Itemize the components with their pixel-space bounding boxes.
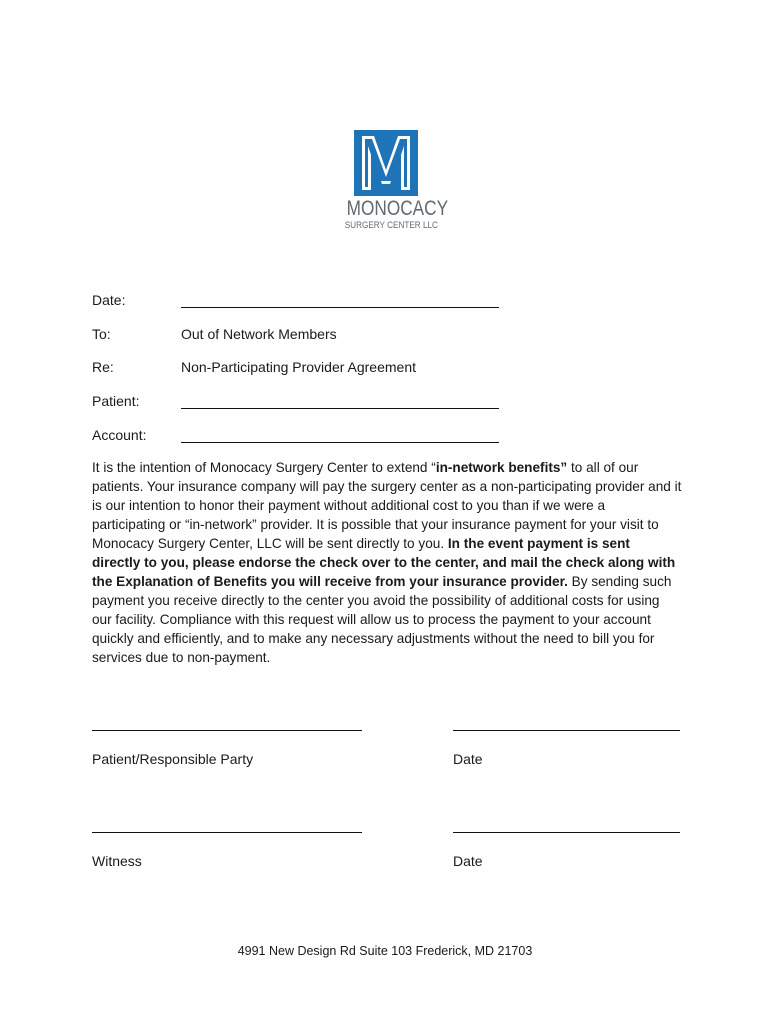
footer-address: 4991 New Design Rd Suite 103 Frederick, MD 21703 — [237, 944, 533, 958]
patient-signature-line[interactable] — [92, 730, 362, 731]
re-value: Non-Participating Provider Agreement — [181, 359, 417, 375]
re-field — [92, 358, 512, 378]
account-label: Account: — [92, 427, 147, 443]
agreement-paragraph — [92, 458, 682, 667]
logo-subtitle: SURGERY CENTER LLC — [344, 220, 438, 231]
patient-field — [92, 392, 512, 412]
patient-label: Patient: — [92, 393, 140, 409]
body-text-1: It is the intention of Monocacy Surgery Center to extend “ — [92, 460, 436, 475]
re-label: Re: — [92, 359, 114, 375]
body-bold-1: in-network benefits” — [435, 460, 568, 475]
logo-name: MONOCACY — [346, 197, 449, 220]
account-fill-line[interactable] — [181, 442, 499, 443]
date-field — [92, 291, 512, 311]
patient-fill-line[interactable] — [181, 408, 499, 409]
body-text-2: to all of our patients. Your insurance company will pay the surgery center as a non-participating provider and it is our intention to honor their payment without additional cost to you than if we were a participating or “in-network” provider. It is possible that your insurance payment for your visit to Monocacy Surgery Center, LLC will be sent directly to you. — [92, 460, 682, 551]
date-fill-line[interactable] — [181, 307, 499, 308]
body-text-3: By sending such payment you receive directly to the center you avoid the possibility of additional costs for using our facility. Compliance with this request will allow us to process the payment to your account quickly and efficiently, and to make any necessary adjustments without the need to bill you for services due to non-payment. — [92, 574, 672, 665]
body-bold-2: In the event payment is sent directly to you, please endorse the check over to the center, and mail the check along with the Explanation of Benefits you will receive from your insurance provider. — [92, 536, 676, 589]
patient-date-line[interactable] — [453, 730, 680, 731]
patient-signature-label: Patient/Responsible Party — [92, 751, 254, 767]
to-field — [92, 325, 512, 345]
monocacy-m-logo-icon — [354, 130, 418, 196]
to-label: To: — [92, 326, 111, 342]
witness-date-line[interactable] — [453, 832, 680, 833]
patient-date-label: Date — [453, 751, 483, 767]
witness-date-label: Date — [453, 853, 483, 869]
account-field — [92, 426, 512, 446]
witness-signature-label: Witness — [92, 853, 142, 869]
company-logo — [338, 130, 449, 231]
to-value: Out of Network Members — [181, 326, 337, 342]
date-label: Date: — [92, 292, 126, 308]
witness-signature-line[interactable] — [92, 832, 362, 833]
